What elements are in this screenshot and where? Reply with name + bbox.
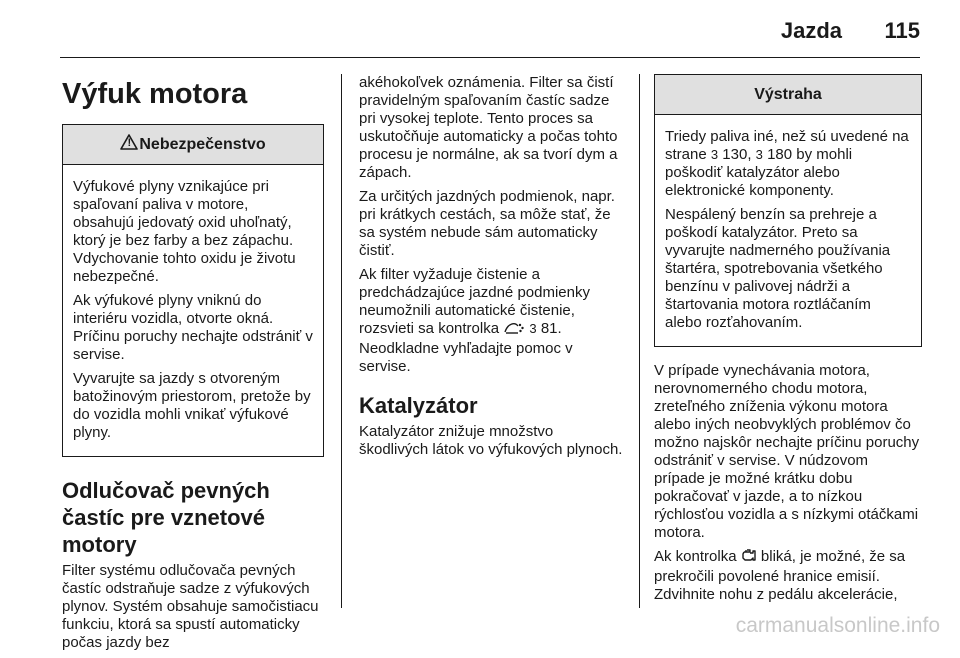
page-reference[interactable]: 180 xyxy=(767,146,793,163)
paragraph-text: by mohli poškodiť katalyzátor alebo elektronické komponenty. xyxy=(665,146,853,199)
danger-paragraph: Ak výfukové plyny vniknú do interiéru vozidla, otvorte okná. Príčinu poruchy nechajte odstrániť v servise. xyxy=(73,292,313,363)
column-2 xyxy=(359,74,624,465)
chapter-title: Jazda xyxy=(780,18,842,43)
warning-paragraph: Nespálený benzín sa prehreje a poškodí katalyzátor. Preto sa vyvarujte nadmerného používania štartéra, spotrebovania všetkého benzínu v palivovej nádrži a štartovania motora roztláčaním alebo rozťahovaním. xyxy=(665,206,891,331)
column-3 xyxy=(654,74,922,610)
section-title-particle-filter: Odlučovač pevných častíc pre vznetové motory xyxy=(62,478,270,557)
paragraph-text: bliká, je možné, že sa prekročili povolené hranice emisií. Zdvihnite nohu z pedálu akcelerácie, xyxy=(654,548,906,603)
page-header xyxy=(60,0,920,58)
column-divider-1 xyxy=(341,74,342,608)
header-rule xyxy=(60,57,920,58)
danger-paragraph: Výfukové plyny vznikajúce pri spaľovaní paliva v motore, obsahujú jedovatý oxid uhoľnatý, ktorý je bez farby a bez zápachu. Vdychovanie tohto oxidu je životu nebezpečné. xyxy=(73,178,296,285)
particle-filter-indicator-icon xyxy=(503,320,525,340)
page-reference[interactable]: 130 xyxy=(722,146,748,163)
paragraph-with-indicator: Ak filter vyžaduje čistenie a predchádzajúce jazdné podmienky neumožnili automatické čistenie, rozsvieti sa kontrolka 3 81. Neodkladne vyhľadajte pomoc v servise. xyxy=(359,266,590,375)
paragraph: Katalyzátor znižuje množstvo škodlivých látok vo výfukových plynoch. xyxy=(359,423,623,458)
paragraph: akéhokoľvek oznámenia. Filter sa čistí pravidelným spaľovaním častíc sadze pri vysokej teplote. Tento proces sa uskutočňuje automaticky a počas tohto procesu je normálne, ak sa tvorí dym a zápach. xyxy=(359,74,618,181)
paragraph: Filter systému odlučovača pevných častíc odstraňuje sadze z výfukových plynov. Systém obsahuje samočistiacu funkciu, ktorá sa spustí automaticky počas jazdy bez xyxy=(62,562,319,651)
page-reference-symbol: 3 xyxy=(710,147,719,162)
danger-box-heading: Nebezpečenstvo xyxy=(139,136,266,153)
particle-filter-text xyxy=(62,562,324,652)
paragraph-text: Ak kontrolka xyxy=(654,548,737,565)
warning-box-body xyxy=(655,115,921,346)
paragraph: V prípade vynechávania motora, nerovnomerného chodu motora, zreteľného zníženia výkonu motora alebo iných neobvyklých problémov čo možno najskôr nechajte príčinu poruchy odstrániť v servise. V núdzovom prípade je možné krátku dobu pokračovať v jazde, a to nízkou rýchlosťou vozidla a s nízkymi otáčkami motora. xyxy=(654,362,920,541)
page-reference[interactable]: 81 xyxy=(540,320,558,337)
danger-box-header xyxy=(63,125,323,165)
paragraph-text: Ak filter vyžaduje čistenie a predchádzajúce jazdné podmienky neumožnili automatické čistenie, rozsvieti sa kontrolka xyxy=(359,266,590,337)
column-divider-2 xyxy=(639,74,640,608)
section-title-exhaust: Výfuk motora xyxy=(62,78,248,110)
paragraph-text: Neodkladne vyhľadajte pomoc v servise. xyxy=(359,340,573,375)
danger-box xyxy=(62,124,324,457)
warning-paragraph: Triedy paliva iné, než sú uvedené na strane 3 130, 3 180 by mohli poškodiť katalyzátor alebo elektronické komponenty. xyxy=(665,128,909,199)
paragraph-text: Triedy paliva iné, než sú uvedené na strane xyxy=(665,128,909,163)
paragraph-with-indicator xyxy=(654,548,922,604)
page-reference-symbol: 3 xyxy=(529,321,537,336)
column-1 xyxy=(62,74,324,658)
page-number: 115 xyxy=(884,18,920,43)
engine-check-indicator-icon xyxy=(741,548,757,568)
danger-box-body xyxy=(63,165,323,456)
warning-triangle-icon: ! xyxy=(120,134,138,150)
warning-box xyxy=(654,74,922,347)
section-title-catalytic-converter: Katalyzátor xyxy=(359,393,478,418)
warning-box-header: Výstraha xyxy=(655,75,921,115)
danger-paragraph: Vyvarujte sa jazdy s otvoreným batožinovým priestorom, pretože by do vozidla mohli vnikať výfukové plyny. xyxy=(73,370,311,441)
watermark: carmanualsonline.info xyxy=(735,614,940,637)
paragraph: Za určitých jazdných podmienok, napr. pri krátkych cestách, sa môže stať, že sa systém nebude sám automaticky čistiť. xyxy=(359,188,615,259)
engine-fault-text xyxy=(654,362,922,604)
page-reference-symbol: 3 xyxy=(755,147,763,162)
